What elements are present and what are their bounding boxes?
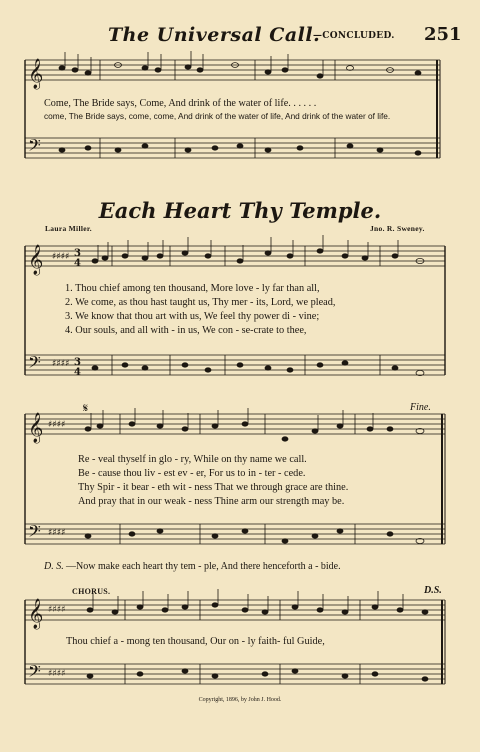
- bass-clef-icon: 𝄢: [28, 135, 41, 159]
- chorus-lyric: Thou chief a - mong ten thousand, Our on - ly faith- ful Guide,: [66, 636, 325, 647]
- svg-text:♯♯♯♯: ♯♯♯♯: [52, 359, 70, 369]
- svg-text:4: 4: [74, 258, 81, 269]
- svg-text:3: 3: [74, 357, 81, 368]
- verse-b-4: And pray that in our weak - ness Thine arm our strength may be.: [78, 496, 345, 507]
- staff-bass-1: [25, 355, 445, 375]
- ds-label: D. S.: [44, 561, 64, 572]
- treble-clef-icon: 𝄞: [28, 599, 44, 629]
- chorus-label: CHORUS.: [72, 587, 111, 596]
- svg-text:3: 3: [74, 248, 81, 259]
- hymn-composer: Jno. R. Sweney.: [370, 224, 425, 233]
- bass-clef-icon: 𝄢: [28, 521, 41, 545]
- svg-text:♯♯♯♯: ♯♯♯♯: [48, 528, 66, 538]
- concluded-label: —CONCLUDED.: [313, 31, 395, 41]
- verse-a-3: 3. We know that thou art with us, We feel thy power di - vine;: [65, 311, 320, 322]
- svg-text:♯♯♯♯: ♯♯♯♯: [48, 605, 66, 615]
- prev-lyric-line-2: come, The Bride says, come, come, And drink of the water of life, And drink of the water of life.: [44, 111, 391, 121]
- treble-clef-icon: 𝄞: [28, 245, 44, 275]
- fine-marking: Fine.: [410, 402, 431, 413]
- verse-b-3: Thy Spir - it bear - eth wit - ness That we through grace are thine.: [78, 482, 349, 493]
- noteheads: [59, 63, 428, 682]
- svg-text:♯♯♯♯: ♯♯♯♯: [48, 669, 66, 679]
- staff-treble-1: [25, 246, 445, 266]
- clefs: [28, 58, 88, 685]
- hymn-author: Laura Miller.: [45, 224, 92, 233]
- treble-clef-icon: 𝄞: [28, 413, 44, 443]
- svg-text:4: 4: [74, 367, 81, 378]
- copyright-line: Copyright, 1896, by John J. Hood.: [198, 697, 282, 703]
- verse-a-4: 4. Our souls, and all with - in us, We con - se-crate to thee,: [65, 325, 307, 336]
- verse-a-1: 1. Thou chief among ten thousand, More love - ly far than all,: [65, 283, 320, 294]
- page-number: 251: [424, 24, 462, 45]
- prev-lyric-line-1: Come, The Bride says, Come, And drink of the water of life. . . . . .: [44, 98, 317, 109]
- bass-clef-icon: 𝄢: [28, 352, 41, 376]
- segno-icon: 𝄋: [83, 401, 89, 415]
- verse-a-2: 2. We come, as thou hast taught us, Thy mer - its, Lord, we plead,: [65, 297, 336, 308]
- bass-clef-icon: 𝄢: [28, 661, 41, 685]
- chorus-ds-marking: D.S.: [424, 585, 442, 596]
- page-title: The Universal Call.: [108, 24, 321, 46]
- svg-text:♯♯♯♯: ♯♯♯♯: [52, 252, 70, 262]
- ds-lyric-line: —Now make each heart thy tem - ple, And there henceforth a - bide.: [66, 561, 341, 572]
- verse-b-2: Be - cause thou liv - est ev - er, For us to in - ter - cede.: [78, 468, 306, 479]
- svg-text:♯♯♯♯: ♯♯♯♯: [48, 420, 66, 430]
- hymn-title: Each Heart Thy Temple.: [98, 198, 382, 223]
- treble-clef-icon: 𝄞: [28, 59, 44, 89]
- note-stems: [65, 51, 403, 612]
- verse-b-1: Re - veal thyself in glo - ry, While on thy name we call.: [78, 454, 307, 465]
